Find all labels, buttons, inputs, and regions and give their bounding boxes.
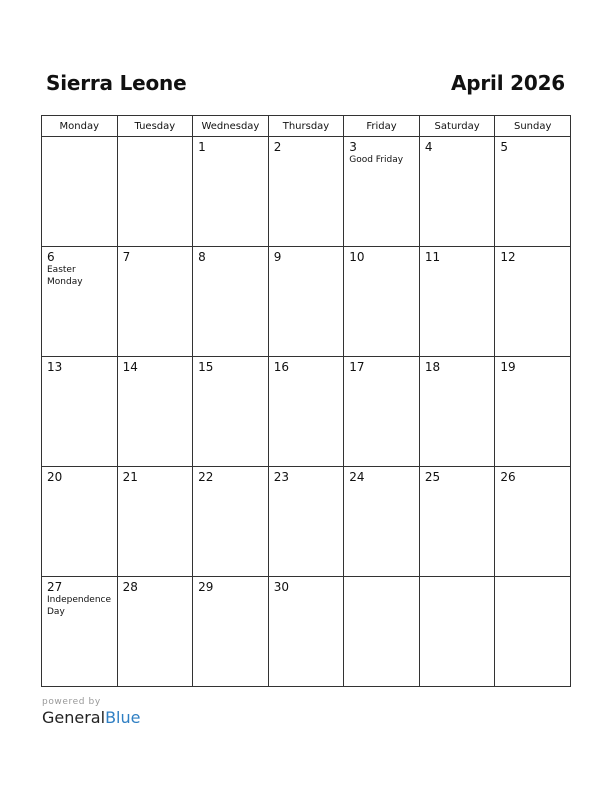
day-number: 14 (122, 360, 138, 374)
day-cell (193, 467, 269, 577)
day-number: 24 (349, 470, 365, 484)
day-cell (117, 247, 193, 357)
holiday-label: Easter Monday (47, 265, 83, 287)
day-cell (495, 247, 571, 357)
day-number: 5 (500, 140, 509, 154)
day-cell (42, 247, 118, 357)
day-number: 13 (47, 360, 63, 374)
day-number: 23 (273, 470, 289, 484)
day-number: 16 (273, 360, 289, 374)
day-number: 9 (273, 250, 282, 264)
day-number (118, 137, 193, 140)
day-cell (495, 137, 571, 247)
day-cell (268, 247, 344, 357)
day-cell (268, 137, 344, 247)
day-number (420, 577, 495, 580)
weekday-sunday: Sunday (495, 116, 571, 137)
day-number (42, 137, 117, 140)
day-number: 18 (424, 360, 441, 374)
day-cell (419, 137, 495, 247)
day-cell (419, 467, 495, 577)
day-cell (344, 357, 420, 467)
day-number: 12 (500, 250, 516, 264)
day-cell (495, 357, 571, 467)
day-cell (495, 577, 571, 687)
day-cell (268, 577, 344, 687)
week-row (42, 137, 571, 247)
weekday-wednesday: Wednesday (193, 116, 269, 137)
day-number: 26 (500, 470, 516, 484)
week-row (42, 247, 571, 357)
day-cell (193, 357, 269, 467)
day-number: 6 (47, 250, 55, 264)
day-cell (419, 247, 495, 357)
day-cell (117, 137, 193, 247)
day-number: 1 (198, 140, 206, 154)
logo-text-general: General (42, 708, 106, 727)
day-cell (344, 247, 420, 357)
day-number: 28 (122, 580, 138, 594)
day-number: 25 (424, 470, 441, 484)
day-number: 19 (500, 360, 516, 374)
day-number: 20 (47, 470, 63, 484)
weekday-header-row (42, 116, 571, 137)
weekday-thursday: Thursday (268, 116, 344, 137)
week-row (42, 357, 571, 467)
day-cell (42, 577, 118, 687)
week-row (42, 467, 571, 577)
day-number: 4 (424, 140, 433, 154)
day-number: 29 (198, 580, 214, 594)
generalblue-logo[interactable] (42, 708, 140, 727)
day-cell (344, 467, 420, 577)
day-cell (495, 467, 571, 577)
day-number: 17 (349, 360, 365, 374)
calendar-grid (41, 115, 571, 687)
day-number: 22 (198, 470, 214, 484)
day-number: 8 (198, 250, 206, 264)
holiday-label: Good Friday (349, 155, 404, 165)
holiday-label: Independence Day (47, 595, 112, 617)
weekday-tuesday: Tuesday (117, 116, 193, 137)
weekday-friday: Friday (344, 116, 420, 137)
day-number (495, 577, 570, 580)
day-cell (344, 137, 420, 247)
day-cell (268, 467, 344, 577)
day-cell (344, 577, 420, 687)
day-cell (117, 357, 193, 467)
footer-branding (42, 697, 140, 727)
day-number: 15 (198, 360, 214, 374)
weekday-monday: Monday (42, 116, 118, 137)
day-number: 7 (122, 250, 131, 264)
day-number: 10 (349, 250, 365, 264)
day-number: 11 (424, 250, 441, 264)
week-row (42, 577, 571, 687)
country-title: Sierra Leone (46, 71, 187, 95)
day-cell (42, 137, 118, 247)
day-cell (117, 577, 193, 687)
day-number: 3 (349, 140, 357, 154)
day-cell (419, 357, 495, 467)
day-number: 2 (273, 140, 282, 154)
day-number (344, 577, 419, 580)
day-cell (42, 467, 118, 577)
day-cell (268, 357, 344, 467)
day-cell (193, 577, 269, 687)
day-number: 27 (47, 580, 63, 594)
day-number: 30 (273, 580, 289, 594)
weekday-saturday: Saturday (419, 116, 495, 137)
month-title: April 2026 (451, 71, 565, 95)
day-cell (193, 137, 269, 247)
day-cell (42, 357, 118, 467)
day-cell (193, 247, 269, 357)
day-cell (419, 577, 495, 687)
powered-by-text: powered by (42, 697, 101, 707)
day-cell (117, 467, 193, 577)
logo-text-blue: Blue (105, 708, 141, 727)
day-number: 21 (122, 470, 138, 484)
